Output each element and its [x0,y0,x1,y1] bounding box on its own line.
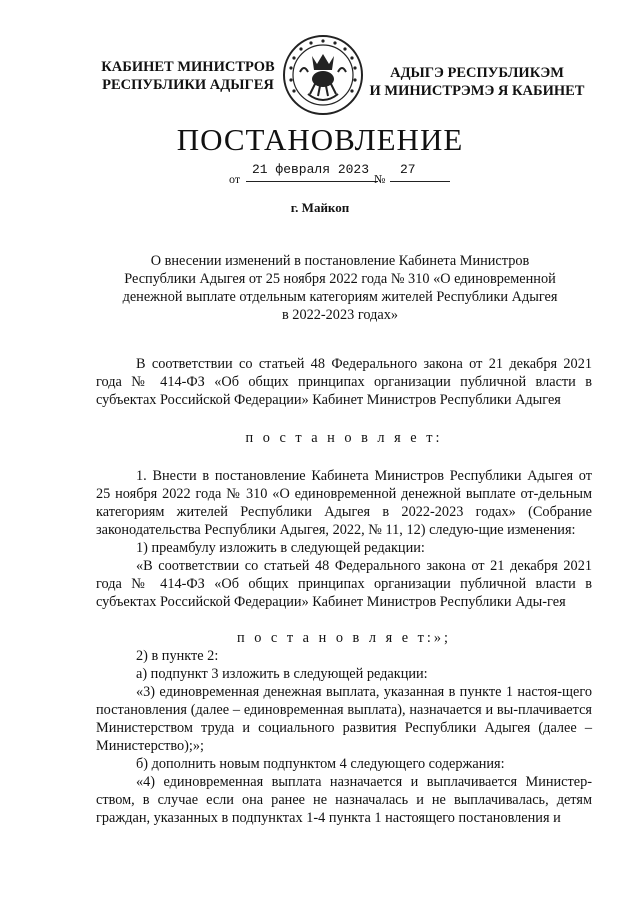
paragraph-2-a: а) подпункт 3 изложить в следующей редакции: [136,666,428,682]
subject-line2: Республики Адыгея от 25 ноября 2022 года № 310 «О единовременной [124,271,556,287]
paragraph-1-1: 1) преамбулу изложить в следующей редакции: [136,540,425,556]
city: г. Майкоп [290,200,350,215]
paragraph-2-b: б) дополнить новым подпунктом 4 следующего содержания: [136,756,505,772]
paragraph-2: 2) в пункте 2: [136,648,219,664]
paragraph-1: 1. Внести в постановление Кабинета Министров Республики Адыгея от 25 ноября 2022 года № 310 «О единовременной денежной выплате от-дельным категориям жителей Республики Адыгея в 2022-2023 годах» (Собрание законодательства Республики Адыгея, 2022, № 11, 12) следую-щие изменения: [96,468,592,538]
header-left-ru [88,58,288,94]
document-subject [88,252,592,324]
date-number-line [0,160,640,190]
resolves-heading-quoted: п о с т а н о в л я е т:»; [236,630,451,646]
document-date: 21 февраля 2023 [246,162,378,182]
paragraph-2-b-text: «4) единовременная выплата назначается и выплачивается Министер-ством, в случае если она ранее не назначалась и не выплачивалась, детям граждан, указанных в подпунктах 1-4 пункта 1 настоящего постановления и [96,774,592,826]
document-number: 27 [390,162,450,182]
date-prefix: от [229,172,241,186]
header-left-line1: КАБИНЕТ МИНИСТРОВ [101,59,275,75]
document-body [96,355,592,827]
paragraph-2-a-text: «3) единовременная денежная выплата, указанная в пункте 1 настоя-щего постановления (далее – единовременная выплата), назначается и вы-плачивается Министерством труда и социального развития Республики Адыгея (далее – Министерство);»; [96,684,592,754]
header-right-line1: АДЫГЭ РЕСПУБЛИКЭМ [390,65,564,81]
header-right-line2: И МИНИСТРЭМЭ Я КАБИНЕТ [369,83,585,99]
subject-line1: О внесении изменений в постановление Кабинета Министров [150,253,530,269]
header-right-ady [362,64,592,100]
coat-of-arms-icon [282,34,364,116]
subject-line4: в 2022-2023 годах» [281,307,398,323]
subject-line3: денежной выплате отдельным категориям жителей Республики Адыгея [122,289,558,305]
document-title: ПОСТАНОВЛЕНИЕ [176,122,464,157]
paragraph-1-1-text: «В соответствии со статьей 48 Федерального закона от 21 декабря 2021 года № 414-ФЗ «Об общих принципах организации публичной власти в субъектах Российской Федерации» Кабинет Министров Республики Ады-гея [96,558,592,610]
number-prefix: № [374,172,386,186]
preamble-paragraph: В соответствии со статьей 48 Федерального закона от 21 декабря 2021 года № 414-ФЗ «Об общих принципах организации публичной власти в субъектах Российской Федерации» Кабинет Министров Республики Адыгея [96,356,592,408]
resolves-heading: п о с т а н о в л я е т: [245,430,443,446]
header-left-line2: РЕСПУБЛИКИ АДЫГЕЯ [102,77,274,93]
